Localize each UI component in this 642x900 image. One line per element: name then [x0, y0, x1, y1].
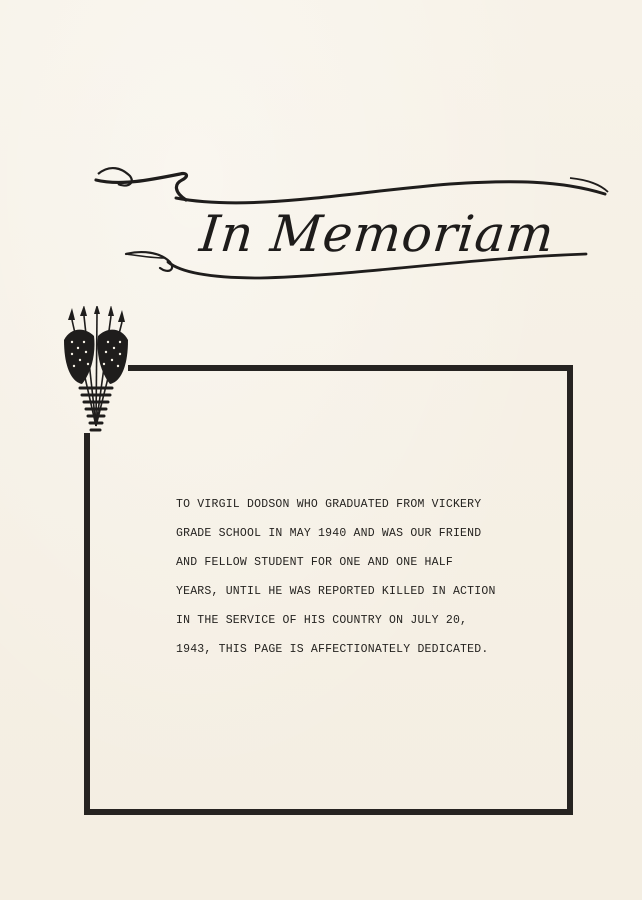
frame-right-rule: [567, 365, 573, 815]
memoriam-banner: [90, 150, 620, 300]
frame-left-rule: [84, 433, 90, 815]
frame-top-rule: [128, 365, 573, 371]
dedication-line: IN THE SERVICE OF HIS COUNTRY ON JULY 20,: [176, 614, 468, 627]
page-title: In Memoriam: [196, 205, 558, 263]
frame-bottom-rule: [84, 809, 573, 815]
dedication-line: TO VIRGIL DODSON WHO GRADUATED FROM VICKERY: [176, 498, 482, 511]
dedication-text: [176, 490, 536, 664]
dedication-line: 1943, THIS PAGE IS AFFECTIONATELY DEDICATED.: [176, 643, 489, 656]
dedication-line: AND FELLOW STUDENT FOR ONE AND ONE HALF: [176, 556, 453, 569]
dedication-line: YEARS, UNTIL HE WAS REPORTED KILLED IN ACTION: [176, 585, 496, 598]
dedication-line: GRADE SCHOOL IN MAY 1940 AND WAS OUR FRIEND: [176, 527, 482, 540]
